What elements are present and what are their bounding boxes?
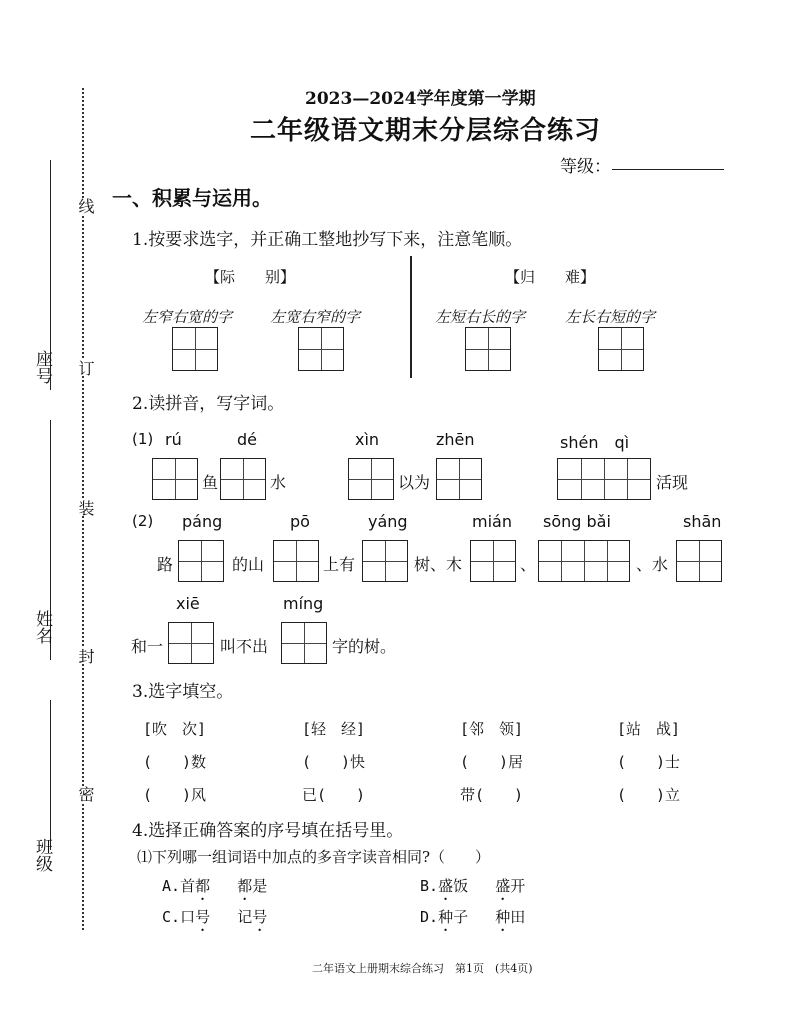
q4-option-d[interactable]: D.种子 种田 <box>420 908 526 926</box>
pinyin-po: pō <box>290 512 310 531</box>
q2-title: 2.读拼音，写字词。 <box>132 394 285 414</box>
margin-mark-xian: 线 <box>76 198 95 214</box>
q2-row2-box-mian[interactable] <box>470 540 516 582</box>
q2-row2-box-songbai[interactable] <box>538 540 630 582</box>
q1-title: 1.按要求选字，并正确工整地抄写下来，注意笔顺。 <box>132 230 523 250</box>
option-label: C. <box>162 908 181 926</box>
pinyin-ming: míng <box>283 594 324 613</box>
q2-row2-number: (2) <box>132 512 154 530</box>
q3-title: 3.选字填空。 <box>132 682 234 702</box>
pinyin-xin: xìn <box>355 430 380 449</box>
q1-box-4[interactable] <box>598 327 644 371</box>
q2-row1-box-xin[interactable] <box>348 458 394 500</box>
q3-group1-chars: [吹 次] <box>143 720 207 738</box>
q1-group2-right-label: 左长右短的字 <box>565 308 656 326</box>
pinyin-shenqi: shén qì <box>560 433 630 452</box>
q1-box-2[interactable] <box>298 327 344 371</box>
q3-group4-chars: [站 战] <box>617 720 681 738</box>
page-title: 二年级语文期末分层综合练习 <box>250 116 602 146</box>
q4-sub1[interactable]: ⑴下列哪一组词语中加点的多音字读音相同?（ ） <box>137 848 491 866</box>
q1-box-1[interactable] <box>172 327 218 371</box>
q4-option-c[interactable]: C.口号 记号 <box>162 908 268 926</box>
q1-box-3[interactable] <box>465 327 511 371</box>
q2-row2-text-shui: 、水 <box>636 555 669 574</box>
q2-row2-text-shangyou: 上有 <box>323 555 356 574</box>
q3-group1-item2[interactable]: ( )风 <box>143 786 207 804</box>
q4-title: 4.选择正确答案的序号填在括号里。 <box>132 821 404 841</box>
q3-group2-chars: [轻 经] <box>302 720 366 738</box>
q3-group4-item1[interactable]: ( )士 <box>617 753 681 771</box>
option-label: D. <box>420 908 439 926</box>
margin-mark-mi: 密 <box>76 786 95 802</box>
section-heading: 一、积累与运用。 <box>112 186 272 210</box>
q2-row2-text-comma: 、 <box>520 555 537 574</box>
margin-mark-ding: 订 <box>76 360 95 376</box>
q3-group3-chars: [邻 领] <box>460 720 524 738</box>
q2-row1-text-shui: 水 <box>270 473 287 492</box>
q1-group1-left-label: 左窄右宽的字 <box>142 308 233 326</box>
q2-row1-text-yiwei: 以为 <box>398 473 431 492</box>
q2-row2-box-shan[interactable] <box>676 540 722 582</box>
seat-number-label: 座号 <box>32 350 52 384</box>
q2-row3-box-xie[interactable] <box>168 622 214 664</box>
q3-group2-item1[interactable]: ( )快 <box>302 753 366 771</box>
class-line <box>50 700 51 850</box>
pinyin-de: dé <box>237 430 257 449</box>
q2-row2-box-yang[interactable] <box>362 540 408 582</box>
q3-group1-item1[interactable]: ( )数 <box>143 753 207 771</box>
q1-group1-chars: 【际 别】 <box>205 268 296 286</box>
q2-row3-box-ming[interactable] <box>281 622 327 664</box>
name-label: 姓名 <box>32 610 52 644</box>
q2-row3-text-jiaobuchu: 叫不出 <box>220 637 269 656</box>
margin-mark-feng: 封 <box>76 648 95 664</box>
q1-divider <box>410 256 412 378</box>
q1-group2-chars: 【归 难】 <box>505 268 596 286</box>
pinyin-mian: mián <box>472 512 512 531</box>
q2-row2-text-shumu: 树、木 <box>414 555 463 574</box>
q1-group2-left-label: 左短右长的字 <box>435 308 526 326</box>
option-label: B. <box>420 877 439 895</box>
grade-label: 等级： <box>560 157 611 177</box>
q1-group1-right-label: 左宽右窄的字 <box>270 308 361 326</box>
q2-row1-box-shenqi[interactable] <box>557 458 651 500</box>
option-label: A. <box>162 877 181 895</box>
q2-row1-box-zhen[interactable] <box>436 458 482 500</box>
q2-row3-text-heyi: 和一 <box>131 637 164 656</box>
q3-group2-item2[interactable]: 已( ) <box>302 786 366 804</box>
q2-row2-text-deshan: 的山 <box>232 555 265 574</box>
term-heading: 2023—2024学年度第一学期 <box>305 89 536 109</box>
margin-mark-zhuang: 装 <box>76 500 95 516</box>
q2-row1-box-de[interactable] <box>220 458 266 500</box>
pinyin-pang: páng <box>182 512 223 531</box>
class-label: 班级 <box>32 838 52 872</box>
q2-row2-box-pang[interactable] <box>178 540 224 582</box>
q2-row2-text-lu: 路 <box>157 555 174 574</box>
grade-field[interactable] <box>612 169 724 170</box>
pinyin-shan: shān <box>683 512 722 531</box>
q4-option-b[interactable]: B.盛饭 盛开 <box>420 877 526 895</box>
pinyin-xie: xiē <box>176 594 200 613</box>
q3-group3-item2[interactable]: 带( ) <box>460 786 524 804</box>
q2-row1-text-yu: 鱼 <box>202 473 219 492</box>
page-footer: 二年语文上册期末综合练习 第1页 (共4页) <box>312 962 533 975</box>
q2-row1-box-ru[interactable] <box>152 458 198 500</box>
q2-row1-text-huoxian: 活现 <box>656 473 689 492</box>
pinyin-yang: yáng <box>368 512 408 531</box>
q2-row1-number: (1) <box>132 430 154 448</box>
q2-row3-text-zideshu: 字的树。 <box>332 637 397 656</box>
q4-option-a[interactable]: A.首都 都是 <box>162 877 268 895</box>
q2-row2-box-po[interactable] <box>273 540 319 582</box>
q3-group4-item2[interactable]: ( )立 <box>617 786 681 804</box>
pinyin-songbai: sōng bǎi <box>543 512 611 531</box>
pinyin-ru: rú <box>165 430 182 449</box>
q3-group3-item1[interactable]: ( )居 <box>460 753 524 771</box>
pinyin-zhen: zhēn <box>436 430 475 449</box>
